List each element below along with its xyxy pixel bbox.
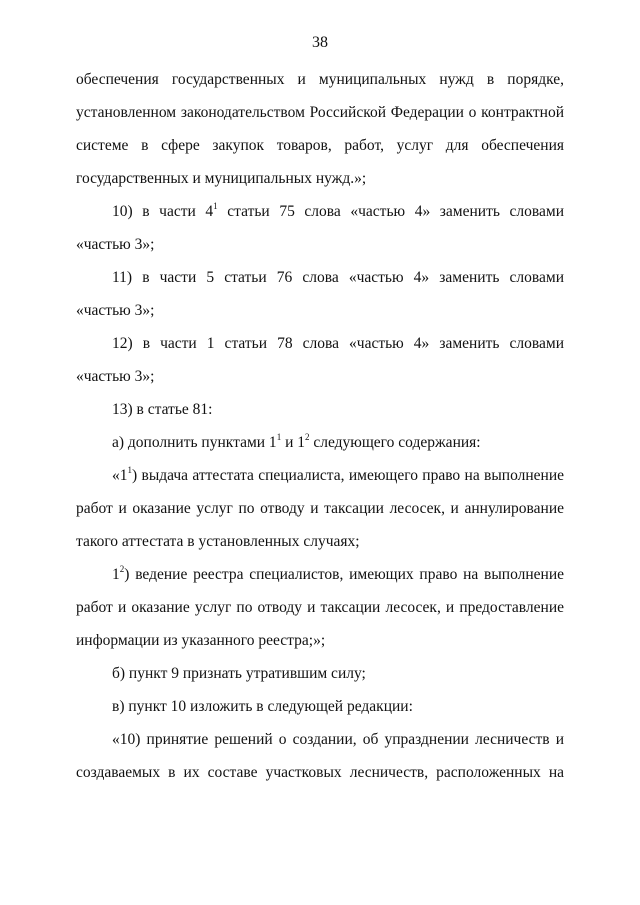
text-span: 10) в части 4: [112, 203, 214, 220]
text-line: [76, 763, 564, 796]
text-line: [76, 400, 564, 433]
text-line: [76, 664, 564, 697]
page-number: 38: [312, 34, 328, 51]
superscript: 2: [304, 431, 310, 442]
text-span: ) ведение реестра специалистов, имеющих право на выполнение: [124, 566, 564, 583]
text-span: «1: [112, 467, 128, 484]
text-line: [76, 730, 564, 763]
text-span: работ и оказание услуг по отводу и таксации лесосек, и аннулирование: [76, 500, 564, 517]
text-span: в) пункт 10 изложить в следующей редакции:: [112, 698, 413, 715]
text-span: а) дополнить пунктами 1: [112, 434, 277, 451]
text-span: работ и оказание услуг по отводу и таксации лесосек, и предоставление: [76, 599, 564, 616]
superscript: 1: [213, 200, 218, 211]
text-line: [76, 532, 564, 565]
text-span: системе в сфере закупок товаров, работ, услуг для обеспечения: [76, 137, 564, 154]
text-span: установленном законодательством Российской Федерации о контрактной: [76, 104, 564, 121]
text-span: такого аттестата в установленных случаях;: [76, 533, 360, 550]
text-span: «частью 3»;: [76, 368, 155, 385]
text-span: 13) в статье 81:: [112, 401, 213, 418]
superscript: 1: [276, 431, 282, 442]
text-line: [76, 334, 564, 367]
text-line: [76, 136, 564, 169]
text-span: ) выдача аттестата специалиста, имеющего право на выполнение: [132, 467, 564, 484]
text-line: [76, 301, 564, 334]
text-line: [76, 433, 564, 466]
text-line: [76, 499, 564, 532]
text-span: б) пункт 9 признать утратившим силу;: [112, 665, 366, 682]
text-span: статьи 75 слова «частью 4» заменить словами: [217, 203, 564, 220]
text-span: 12) в части 1 статьи 78 слова «частью 4» заменить словами: [112, 335, 564, 352]
text-line: [76, 202, 564, 235]
text-span: 1: [112, 566, 120, 583]
text-line: [76, 103, 564, 136]
text-line: [76, 268, 564, 301]
text-span: обеспечения государственных и муниципальных нужд в порядке,: [76, 71, 564, 88]
text-line: [76, 466, 564, 499]
text-line: [76, 631, 564, 664]
text-span: «частью 3»;: [76, 236, 155, 253]
text-line: [76, 598, 564, 631]
text-span: следующего содержания:: [309, 434, 481, 451]
text-span: «10) принятие решений о создании, об упразднении лесничеств и: [112, 731, 564, 748]
superscript: 2: [119, 563, 125, 574]
superscript: 1: [127, 464, 132, 475]
text-span: 11) в части 5 статьи 76 слова «частью 4» заменить словами: [112, 269, 564, 286]
text-line: [76, 367, 564, 400]
text-span: и 1: [281, 434, 305, 451]
document-body: [76, 70, 564, 796]
text-line: [76, 565, 564, 598]
text-line: [76, 235, 564, 268]
text-span: создаваемых в их составе участковых лесничеств, расположенных на: [76, 764, 564, 781]
text-span: «частью 3»;: [76, 302, 155, 319]
text-span: информации из указанного реестра;»;: [76, 632, 326, 649]
text-line: [76, 169, 564, 202]
text-span: государственных и муниципальных нужд.»;: [76, 170, 367, 187]
text-line: [76, 70, 564, 103]
text-line: [76, 697, 564, 730]
